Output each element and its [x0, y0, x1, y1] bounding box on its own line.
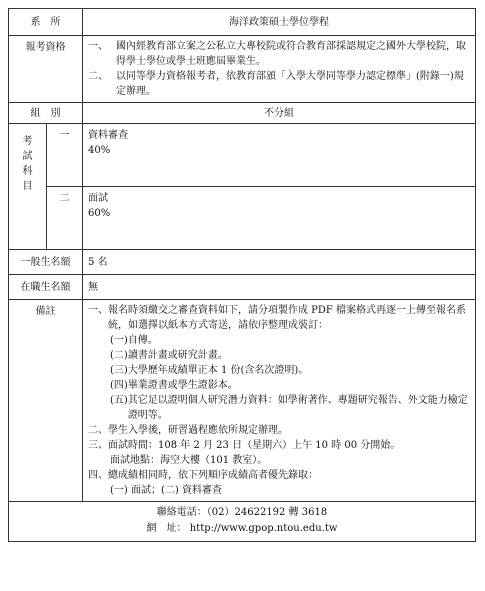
- dept-value: 海洋政策碩士學位學程: [83, 9, 476, 36]
- notes-text-2: 學生入學後，研習過程應依所規定辦理。: [108, 425, 288, 436]
- subject-no-1: 一: [47, 124, 83, 187]
- notes-marker-1: 一、: [88, 305, 108, 316]
- notes-text-3: 面試時間：108 年 2 月 23 日（星期六）上午 10 時 00 分開始。: [108, 440, 401, 451]
- notes-doc-1: [88, 333, 470, 348]
- row-subject-2: [9, 187, 476, 250]
- group-label: 組 別: [9, 103, 83, 124]
- notes-item-2: [88, 423, 470, 438]
- eligibility-item-1: [88, 39, 470, 69]
- row-notes: [9, 300, 476, 502]
- notes-doc-marker-3: (三): [110, 365, 128, 376]
- row-quota-general: [9, 250, 476, 275]
- quota-general-value: 5 名: [83, 250, 476, 275]
- notes-doc-text-5: 其它足以證明個人研究潛力資料：如學術著作、專題研究報告、外文能力檢定證明等。: [127, 395, 468, 421]
- notes-content: [83, 300, 476, 502]
- notes-doc-2: [88, 348, 470, 363]
- quota-employed-label: 在職生名額: [9, 275, 83, 300]
- contact-website[interactable]: 網 址： http://www.gpop.ntou.edu.tw: [146, 523, 338, 534]
- notes-item-1: [88, 303, 470, 333]
- notes-text-1: 報名時須繳交之審查資料如下，請分項製作成 PDF 檔案格式再逐一上傳至報名系統，如選擇以紙本方式寄送，請依序整理成裝訂：: [108, 305, 467, 331]
- subject-weight-1: 40%: [88, 145, 111, 156]
- notes-doc-text-3: 大學歷年成績單正本 1 份(含名次證明)。: [127, 365, 309, 376]
- row-contact: [9, 502, 476, 542]
- row-quota-employed: [9, 275, 476, 300]
- notes-ranking-order: (一) 面試；(二) 資料審查: [110, 485, 222, 496]
- eligibility-content: [83, 36, 476, 103]
- notes-marker-3: 三、: [88, 440, 108, 451]
- subjects-label-char-2: 試: [22, 151, 33, 162]
- eligibility-text-1: 國內經教育部立案之公私立大專校院或符合教育部採認規定之國外大學校院，取得學士學位或學士班應屆畢業生。: [116, 41, 466, 67]
- row-eligibility: [9, 36, 476, 103]
- subject-cell-1: [83, 124, 476, 187]
- row-group: [9, 103, 476, 124]
- notes-label: 備註: [9, 300, 83, 502]
- eligibility-marker-2: 二、: [88, 71, 108, 82]
- notes-doc-marker-5: (五): [110, 395, 128, 406]
- subject-name-1: 資料審查: [88, 130, 128, 141]
- dept-label: 系 所: [9, 9, 83, 36]
- eligibility-marker-1: 一、: [88, 41, 108, 52]
- admission-table: [8, 8, 476, 542]
- row-department: [9, 9, 476, 36]
- notes-marker-2: 二、: [88, 425, 108, 436]
- contact-cell: [9, 502, 476, 542]
- notes-doc-4: [88, 378, 470, 393]
- row-subject-1: [9, 124, 476, 187]
- subject-weight-2: 60%: [88, 208, 111, 219]
- notes-doc-3: [88, 363, 470, 378]
- subjects-label: [9, 124, 47, 250]
- notes-item-3: [88, 438, 470, 453]
- subjects-label-char-1: 考: [22, 136, 33, 147]
- quota-employed-value: 無: [83, 275, 476, 300]
- subjects-label-char-4: 目: [22, 181, 33, 192]
- notes-marker-4: 四、: [88, 470, 108, 481]
- eligibility-item-2: [88, 69, 470, 99]
- notes-doc-marker-2: (二): [110, 350, 128, 361]
- subject-no-2: 二: [47, 187, 83, 250]
- notes-doc-text-2: 讀書計畫或研究計畫。: [127, 350, 228, 361]
- notes-doc-text-4: 畢業證書或學生證影本。: [127, 380, 238, 391]
- notes-doc-5: [88, 393, 470, 423]
- notes-doc-text-1: 自傳。: [127, 335, 158, 346]
- quota-general-label: 一般生名額: [9, 250, 83, 275]
- subject-cell-2: [83, 187, 476, 250]
- contact-phone: 聯絡電話：（02）24622192 轉 3618: [156, 507, 328, 518]
- notes-item-4: [88, 468, 470, 483]
- group-value: 不分組: [83, 103, 476, 124]
- subject-name-2: 面試: [88, 193, 108, 204]
- notes-text-4: 總成績相同時，依下列順序成績高者優先錄取：: [108, 470, 318, 481]
- eligibility-label: 報考資格: [9, 36, 83, 103]
- eligibility-text-2: 以同等學力資格報考者，依教育部頒「入學大學同等學力認定標準」(附錄一)規定辦理。: [116, 71, 464, 97]
- notes-doc-marker-1: (一): [110, 335, 128, 346]
- notes-interview-place: 面試地點：海空大樓（101 教室）。: [110, 455, 268, 466]
- subjects-label-char-3: 科: [22, 166, 33, 177]
- notes-doc-marker-4: (四): [110, 380, 128, 391]
